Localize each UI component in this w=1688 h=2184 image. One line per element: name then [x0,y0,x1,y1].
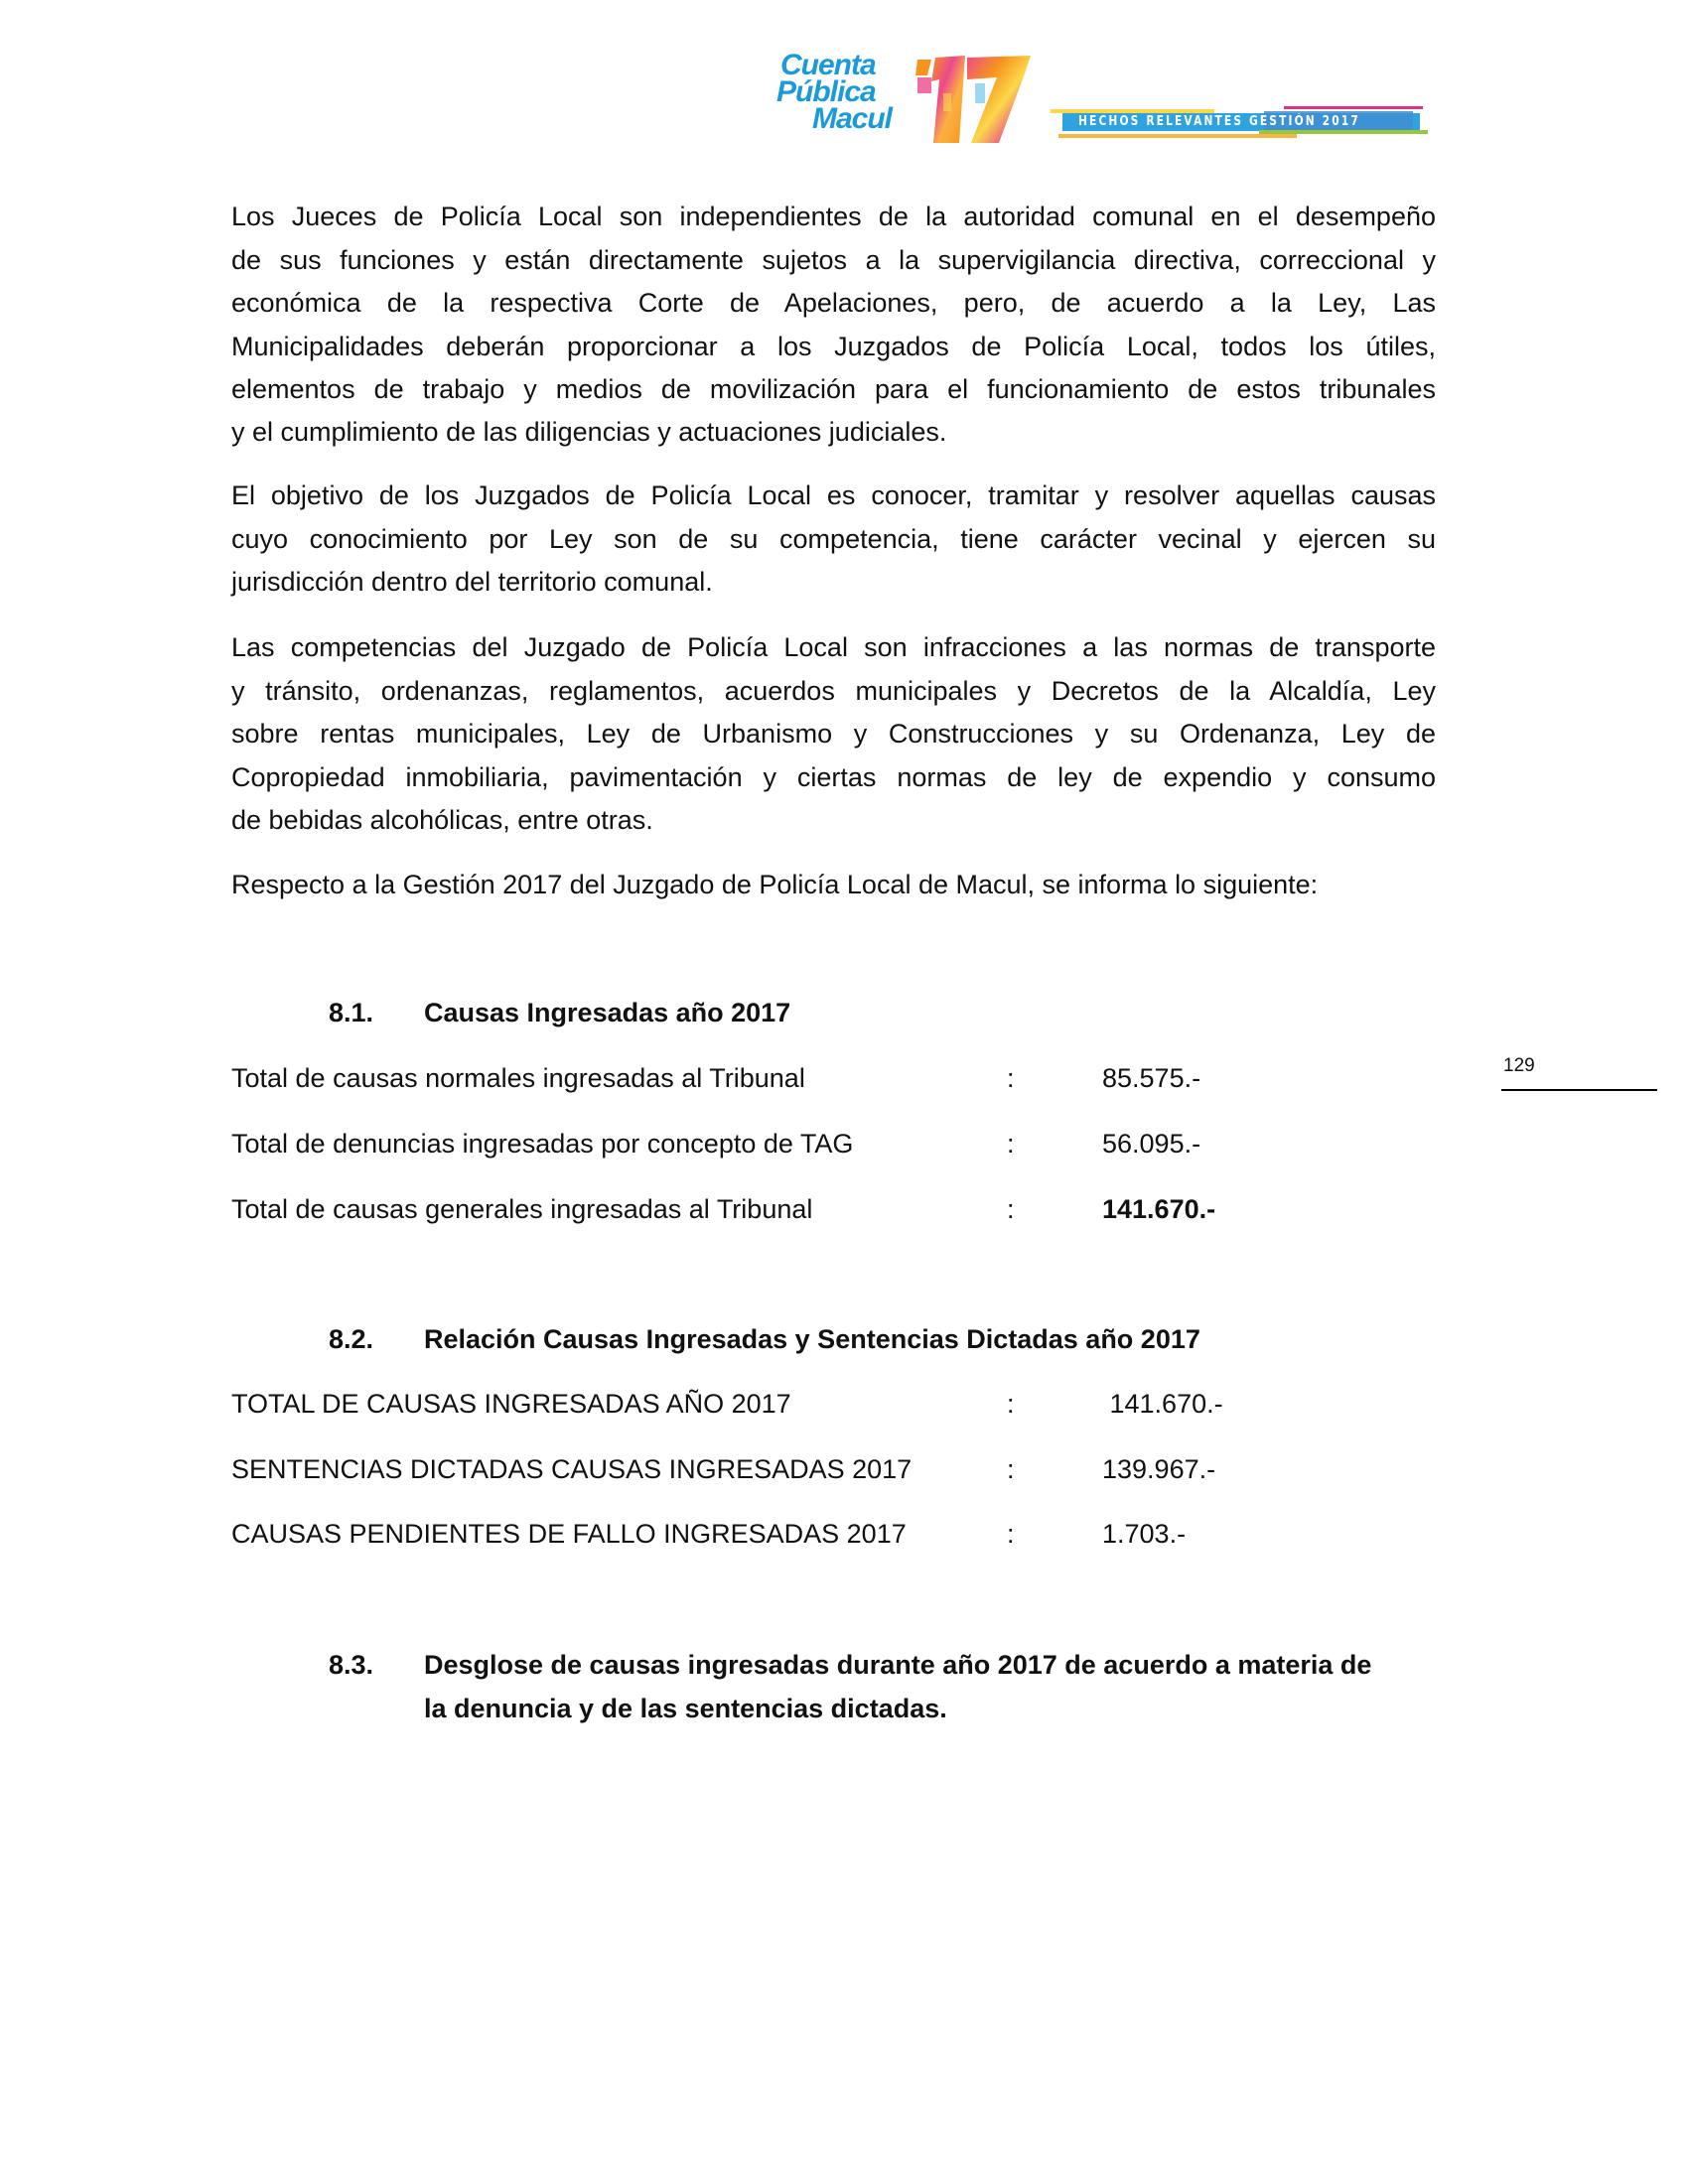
paragraph-line: de bebidas alcohólicas, entre otras. [231,805,653,835]
stat-separator: : [1007,1063,1015,1093]
stat-separator: : [1007,1389,1015,1419]
hechos-relevantes-banner [1051,103,1428,139]
section-title-line: la denuncia y de las sentencias dictadas. [424,1694,947,1723]
paragraph-line: Las competencias del Juzgado de Policía Local son infracciones a las normas de transporte [231,632,1436,662]
logo-line-2: Pública [776,75,876,108]
section-number: 8.1. [329,998,374,1027]
section-title: Relación Causas Ingresadas y Sentencias Dictadas año 2017 [424,1324,1200,1354]
cuenta-publica-logo [776,49,1030,147]
stat-value: 141.670.- [1102,1389,1223,1419]
stat-value-total: 141.670.- [1102,1194,1216,1224]
banner-label: HECHOS RELEVANTES GESTIÓN 2017 [1078,114,1360,129]
stat-separator: : [1007,1129,1015,1159]
logo-17-icon [914,54,1033,145]
paragraph-line: Los Jueces de Policía Local son independientes de la autoridad comunal en el desempeño [231,202,1436,231]
paragraph-line: económica de la respectiva Corte de Apelaciones, pero, de acuerdo a la Ley, Las [231,288,1436,318]
section-number: 8.3. [329,1650,374,1680]
paragraph-line: sobre rentas municipales, Ley de Urbanismo y Construcciones y su Ordenanza, Ley de [231,719,1436,749]
paragraph-line: jurisdicción dentro del territorio comunal. [231,567,713,597]
paragraph-line: y el cumplimiento de las diligencias y actuaciones judiciales. [231,417,947,447]
logo-line-1: Cuenta [780,49,876,81]
paragraph-line: El objetivo de los Juzgados de Policía Local es conocer, tramitar y resolver aquellas causas [231,480,1436,510]
stat-value: 85.575.- [1102,1063,1201,1093]
paragraph-line: cuyo conocimiento por Ley son de su competencia, tiene carácter vecinal y ejercen su [231,524,1436,554]
paragraph-line: Copropiedad inmobiliaria, pavimentación y ciertas normas de ley de expendio y consumo [231,762,1436,792]
stat-separator: : [1007,1454,1015,1484]
page-number-rule [1501,1089,1657,1091]
paragraph-line: elementos de trabajo y medios de movilización para el funcionamiento de estos tribunales [231,374,1436,404]
paragraph-line: de sus funciones y están directamente sujetos a la supervigilancia directiva, correccional y [231,245,1436,275]
page-number: 129 [1503,1055,1535,1076]
logo-wordmark [776,49,915,135]
banner-stripe-magenta [1284,106,1423,109]
section-heading-8-2 [329,1322,1322,1356]
paragraph-line: y tránsito, ordenanzas, reglamentos, acuerdos municipales y Decretos de la Alcaldía, Ley [231,676,1436,706]
stat-label: TOTAL DE CAUSAS INGRESADAS AÑO 2017 [231,1389,791,1419]
logo-line-3: Macul [812,102,893,135]
stat-value: 56.095.- [1102,1129,1201,1159]
section-title-line: Desglose de causas ingresadas durante año 2017 de acuerdo a materia de [424,1650,1372,1680]
stat-separator: : [1007,1194,1015,1224]
section-heading-8-3 [329,1648,1441,1727]
stat-label: Total de causas normales ingresadas al Tribunal [231,1063,805,1093]
stat-value: 139.967.- [1102,1454,1216,1484]
stat-value: 1.703.- [1102,1519,1187,1549]
stat-label: SENTENCIAS DICTADAS CAUSAS INGRESADAS 2017 [231,1454,913,1484]
section-heading-8-1 [329,996,1222,1029]
stat-label: CAUSAS PENDIENTES DE FALLO INGRESADAS 2017 [231,1519,907,1549]
section-title: Causas Ingresadas año 2017 [424,998,791,1027]
stat-label: Total de denuncias ingresadas por concepto de TAG [231,1129,854,1159]
stat-label: Total de causas generales ingresadas al Tribunal [231,1194,813,1224]
stat-separator: : [1007,1519,1015,1549]
paragraph-line: Respecto a la Gestión 2017 del Juzgado de Policía Local de Macul, se informa lo siguiente: [231,870,1319,899]
paragraph-line: Municipalidades deberán proporcionar a los Juzgados de Policía Local, todos los útiles, [231,332,1436,361]
banner-stripe-orange [1058,134,1297,138]
section-number: 8.2. [329,1324,374,1354]
